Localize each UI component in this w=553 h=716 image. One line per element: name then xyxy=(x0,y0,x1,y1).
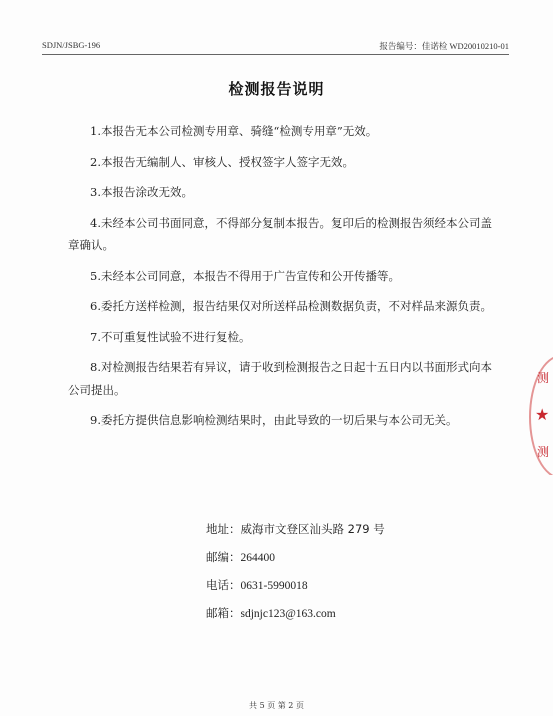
address-label: 地址： xyxy=(206,522,241,536)
phone-row xyxy=(206,571,385,599)
clause-item: 2.本报告无编制人、审核人、授权签字人签字无效。 xyxy=(90,154,354,169)
clause-item: 6.委托方送样检测，报告结果仅对所送样品检测数据负责，不对样品来源负责。 xyxy=(90,299,492,313)
clause-item: 5.未经本公司同意，本报告不得用于广告宣传和公开传播等。 xyxy=(90,268,400,283)
clause-item: 1.本报告无本公司检测专用章、骑缝“检测专用章”无效。 xyxy=(90,124,378,138)
document-code: SDJN/JSBG-196 xyxy=(42,40,101,50)
postcode-label: 邮编： xyxy=(206,550,241,564)
clause-item: 7.不可重复性试验不进行复检。 xyxy=(90,329,251,344)
postcode-row xyxy=(206,543,385,571)
clause-item: 4.未经本公司书面同意，不得部分复制本报告。复印后的检测报告须经本公司盖章确认。 xyxy=(68,215,492,252)
phone-value: 0631-5990018 xyxy=(240,580,308,592)
header-divider xyxy=(42,54,509,55)
email-row xyxy=(206,599,385,627)
contact-block xyxy=(206,515,385,627)
stamp-char: 测 xyxy=(537,371,550,385)
postcode-value: 264400 xyxy=(240,552,275,564)
clause-item: 8.对检测报告结果若有异议，请于收到检测报告之日起十五日内以书面形式向本公司提出。 xyxy=(68,360,492,397)
address-row xyxy=(206,515,385,543)
phone-label: 电话： xyxy=(206,578,241,592)
stamp-star-icon: ★ xyxy=(535,405,550,424)
stamp-char: 测 xyxy=(537,445,550,459)
address-value: 威海市文登区汕头路 279 号 xyxy=(240,522,385,536)
clause-list xyxy=(68,120,496,440)
page-title: 检测报告说明 xyxy=(228,80,325,98)
page-number: 共 5 页 第 2 页 xyxy=(249,701,304,710)
seam-stamp xyxy=(527,355,553,475)
clause-item: 9.委托方提供信息影响检测结果时，由此导致的一切后果与本公司无关。 xyxy=(90,413,458,427)
email-label: 邮箱： xyxy=(206,606,241,620)
report-number: 报告编号：佳诺检 WD20010210-01 xyxy=(379,41,509,51)
clause-item: 3.本报告涂改无效。 xyxy=(90,185,193,199)
email-value: sdjnjc123@163.com xyxy=(240,608,336,620)
